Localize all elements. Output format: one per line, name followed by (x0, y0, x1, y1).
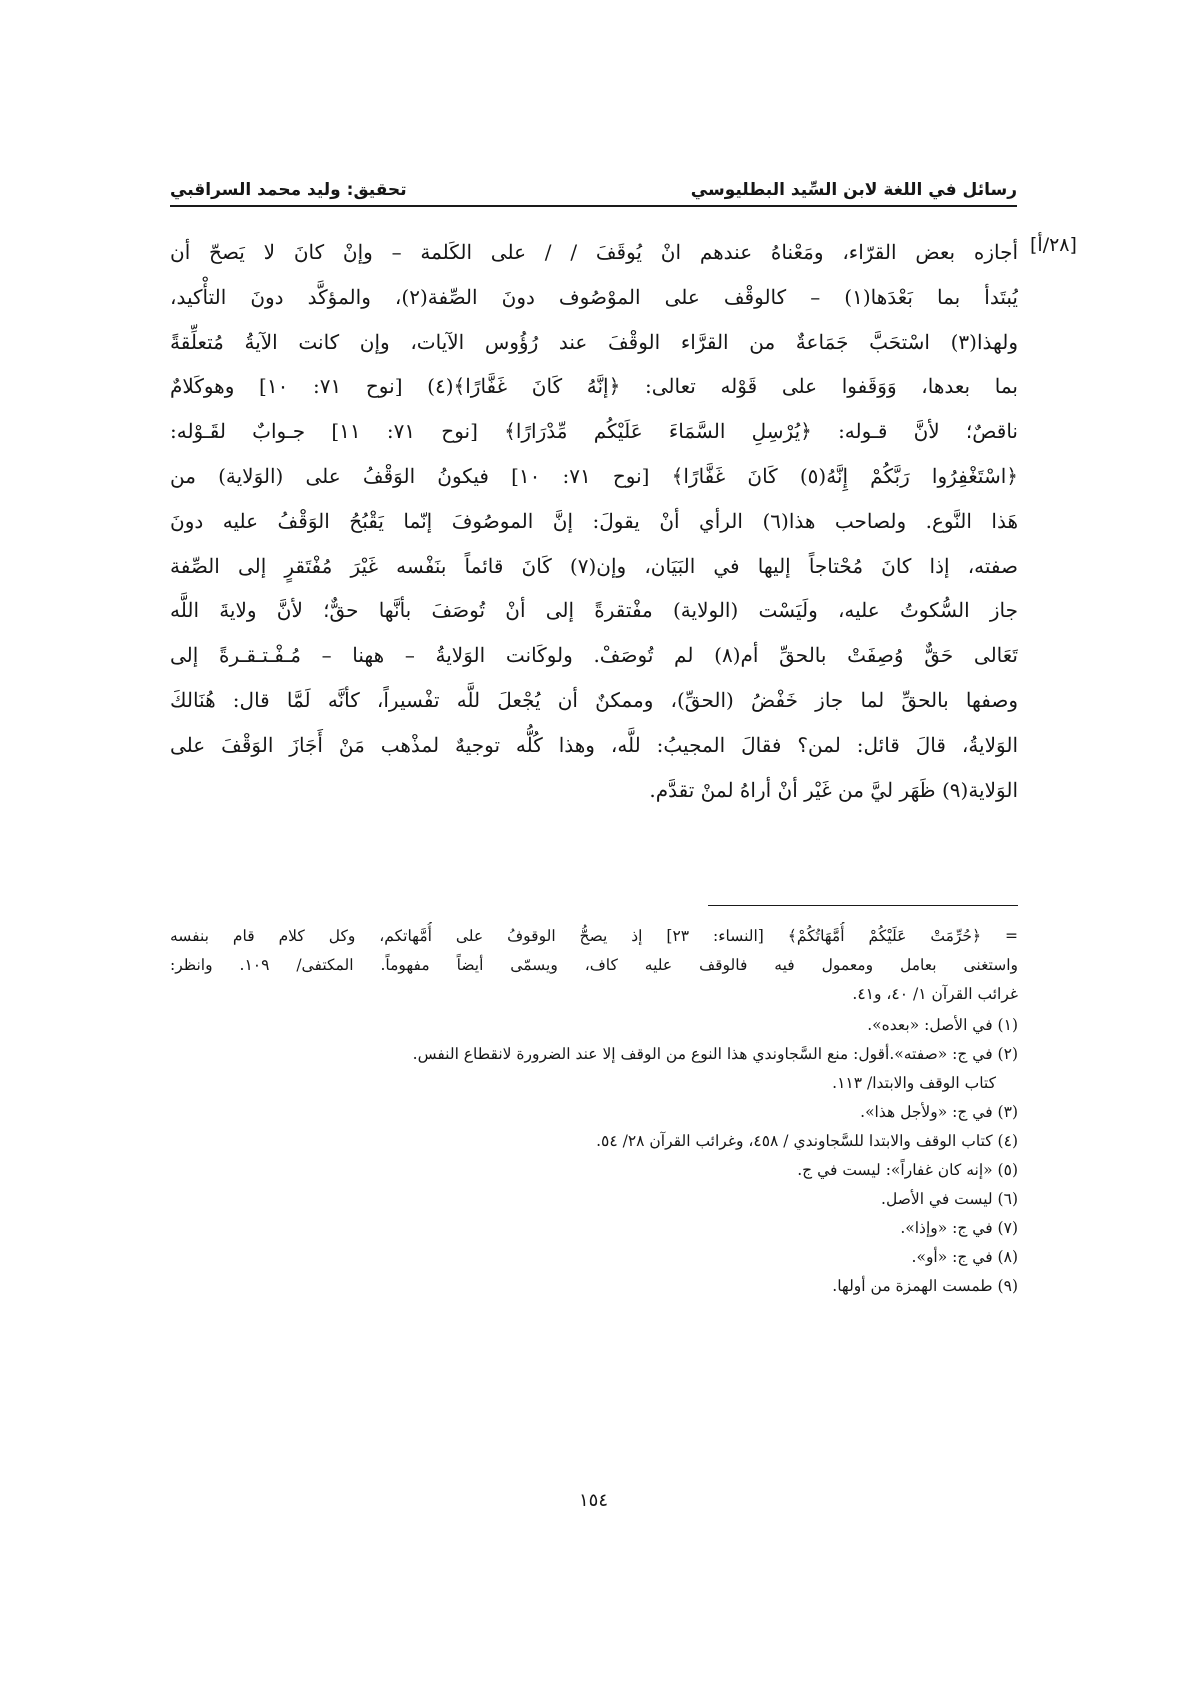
footnote-line: (٩) طمست الهمزة من أولها. (832, 1277, 1018, 1295)
page-number: ١٥٤ (578, 1490, 608, 1511)
footnote (170, 1011, 1018, 1040)
text-line: ولهذا(٣) اسْتحَبَّ جَمَاعةٌ من القرَّاء الوقْفَ عند رُؤُوس الآيات، وإن كانت الآيةُ مُتعلِّقةً (170, 329, 1018, 354)
footnote-line: (١) في الأصل: «بعده». (867, 1016, 1018, 1034)
text-line: بما بعدها، وَوَقَفوا على قَوْله تعالى: ﴿إنَّهُ كَانَ غَفَّارًا﴾(٤) [نوح ٧١: ١٠] وهوكَلامٌ (170, 374, 1018, 399)
footnote-continuation (170, 922, 1018, 1009)
text-line: الوَلايةُ، قالَ قائل: لمن؟ فقالَ المجيبُ: للَّه، وهذا كُلُّه توجيهٌ لمذْهب مَنْ أَجَازَ الوَقْفَ على (170, 732, 1018, 757)
footnote-line: غرائب القرآن ١/ ٤٠، و٤١. (852, 985, 1018, 1003)
footnote (170, 1040, 1018, 1098)
text-line: هَذا النَّوع. ولصاحب هذا(٦) الرأي أنْ يقولَ: إنَّ الموصُوفَ إنّما يَقْبُحُ الوَقْفُ عليه دونَ (170, 508, 1018, 533)
text-line: وصفها بالحقِّ لما جاز خَفْضُ (الحقِّ)، وممكنٌ أن يُجْعلَ للَّه تفْسيراً، كأنَّه لَمَّا قال: هُنَالكَ (170, 687, 1018, 712)
text-line: أجازه بعض القرّاء، ومَعْناهُ عندهم انْ يُوقَفَ / / على الكَلمة – وإنْ كانَ لا يَصحّ أن (170, 240, 1018, 264)
footnote (170, 1185, 1018, 1214)
header-book-title: رسائل في اللغة لابن السِّيد البطليوسي (690, 180, 1017, 200)
main-text-block (170, 230, 1018, 812)
footnote-line: = ﴿حُرِّمَتْ عَلَيْكُمْ أُمَّهَاتُكُمْ﴾ [النساء: ٢٣] إذ يصحُّ الوقوفُ على أُمَّهاتكم، وكل كلام قام بنفسه (170, 927, 1018, 945)
footnote (170, 1214, 1018, 1243)
footnote-line: (٥) «إنه كان غفاراً»: ليست في ج. (797, 1161, 1018, 1179)
text-line: يُبتَدأ بما بَعْدَها(١) – كالوقْف على الموْصُوف دونَ الصِّفة(٢)، والمؤكَّد دونَ التأْكيد، (170, 284, 1018, 309)
footnotes-list (170, 1011, 1018, 1301)
text-line: ناقصٌ؛ لأنَّ قـوله: ﴿يُرْسِلِ السَّمَاءَ عَلَيْكُم مِّدْرَارًا﴾ [نوح ٧١: ١١] جـوابٌ لقَـوْله: (170, 419, 1018, 444)
footnote-separator (708, 905, 1018, 906)
footnote-line: كتاب الوقف والابتدا/ ١١٣. (832, 1074, 996, 1092)
footnote (170, 1156, 1018, 1185)
manuscript-folio-marker: [٢٨/أ] (1030, 234, 1077, 256)
text-line: الوَلاية(٩) ظَهَر ليَّ من غَيْر أنْ أراهُ لمنْ تقدَّم. (649, 777, 1018, 802)
running-header (170, 160, 1017, 200)
footnote-line: (٣) في ج: «ولأجل هذا». (860, 1103, 1018, 1121)
footnote (170, 1272, 1018, 1301)
footnote-line: (٦) ليست في الأصل. (881, 1190, 1018, 1208)
header-rule (170, 205, 1017, 207)
footnote (170, 1098, 1018, 1127)
footnote-line: (٧) في ج: «وإذا». (900, 1219, 1018, 1237)
text-line: جاز السُّكوتُ عليه، ولَيَسْت (الولاية) مفْتقرةً إلى أنْ تُوصَفَ بأنَّها حقٌّ؛ لأنَّ ولايةَ اللَّه (170, 598, 1018, 623)
text-line: صفته، إذا كانَ مُحْتاجاً إليها في البَيَان، وإن(٧) كَانَ قائماً بنَفْسه غَيْرَ مُفْتَقرٍ إلى الصِّفة (170, 553, 1018, 578)
text-line: تَعَالى حَقٌّ وُصِفَتْ بالحقِّ أم(٨) لم تُوصَفْ. ولوكَانت الوَلايةُ – ههنا – مُـفْـتـقـرةً إلى (170, 643, 1018, 668)
footnote-line: (٤) كتاب الوقف والابتدا للسَّجاوندي / ٤٥٨، وغرائب القرآن ٢٨/ ٥٤. (596, 1132, 1018, 1150)
header-editor: تحقيق: وليد محمد السراقبي (170, 180, 407, 200)
footnote (170, 1243, 1018, 1272)
footnote-line: (٨) في ج: «أو». (911, 1248, 1018, 1266)
footnote-line: واستغنى بعامل ومعمول فيه فالوقف عليه كاف، ويسمّى أيضاً مفهوماً. المكتفى/ ١٠٩. وانظر: (170, 956, 1018, 974)
footnote (170, 1127, 1018, 1156)
footnote-line: (٢) في ج: «صفته».أقول: منع السَّجاوندي هذا النوع من الوقف إلا عند الضرورة لانقطاع النفس. (412, 1045, 1018, 1063)
text-line: ﴿اسْتَغْفِرُوا رَبَّكُمْ إِنَّهُ(٥) كَانَ غَفَّارًا﴾ [نوح ٧١: ١٠] فيكونُ الوَقْفُ على (الوَلاية) من (170, 463, 1018, 488)
